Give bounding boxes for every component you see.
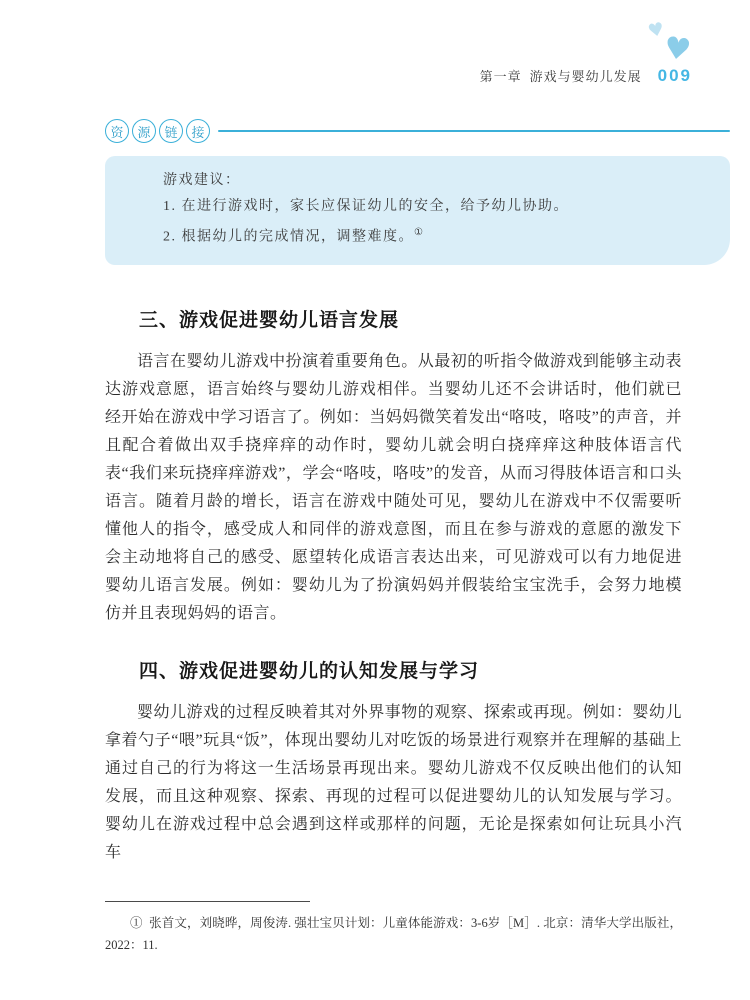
footnote-reference-mark: ① — [414, 227, 425, 238]
page-content — [105, 118, 730, 956]
resource-char-circle: 链 — [159, 119, 183, 143]
section-body-language: 语言在婴幼儿游戏中扮演着重要角色。从最初的听指令做游戏到能够主动表达游戏意愿，语言始终与婴幼儿游戏相伴。当婴幼儿还不会讲话时，他们就已经开始在游戏中学习语言了。例如：当妈妈微笑着发出“咯吱，咯吱”的声音，并且配合着做出双手挠痒痒的动作时，婴幼儿就会明白挠痒痒这种肢体语言代表“我们来玩挠痒痒游戏”，学会“咯吱，咯吱”的发音，从而习得肢体语言和口头语言。随着月龄的增长，语言在游戏中随处可见，婴幼儿在游戏中不仅需要听懂他人的指令，感受成人和同伴的游戏意图，而且在参与游戏的意愿的激发下会主动地将自己的感受、愿望转化成语言表达出来，可见游戏可以有力地促进婴幼儿语言发展。例如：婴幼儿为了扮演妈妈并假装给宝宝洗手，会努力地模仿并且表现妈妈的语言。 — [105, 352, 682, 622]
chapter-label: 第一章 — [479, 69, 522, 84]
heart-icon: ♥ — [645, 18, 667, 43]
tip-box-title: 游戏建议： — [163, 173, 241, 188]
resource-char-circle: 资 — [105, 119, 129, 143]
running-header — [480, 66, 692, 86]
heart-icon: ♥ — [661, 30, 694, 69]
footnote-divider — [105, 901, 310, 902]
section-heading-cognition: 四、游戏促进婴幼儿的认知发展与学习 — [139, 660, 480, 682]
tip-box-item: 1. 在进行游戏时，家长应保证幼儿的安全，给予幼儿协助。 — [163, 199, 569, 214]
resource-char-circle: 源 — [132, 119, 156, 143]
section-body-cognition: 婴幼儿游戏的过程反映着其对外界事物的观察、探索或再现。例如：婴幼儿拿着勺子“喂”玩具“饭”，体现出婴幼儿对吃饭的场景进行观察并在理解的基础上通过自己的行为将这一生活场景再现出来。婴幼儿游戏不仅反映出他们的认知发展，而且这种观察、探索、再现的过程可以促进婴幼儿的认知发展与学习。婴幼儿在游戏过程中总会遇到这样或那样的问题，无论是探索如何让玩具小汽车 — [105, 703, 682, 861]
tip-box-item-text: 2. 根据幼儿的完成情况，调整难度。 — [163, 229, 414, 245]
page-number: 009 — [657, 66, 692, 85]
game-suggestion-box — [105, 156, 730, 265]
chapter-title: 游戏与婴幼儿发展 — [529, 69, 642, 84]
footnote-text: 张首文，刘晓晔，周俊涛. 强壮宝贝计划：儿童体能游戏：3-6岁［M］. 北京：清华大学出版社，2022：11. — [105, 915, 682, 952]
resource-link-badge — [105, 118, 730, 144]
tip-box-item — [163, 220, 710, 251]
footnote — [105, 912, 682, 956]
footnote-mark: ① — [130, 915, 143, 930]
hearts-decoration — [646, 20, 698, 68]
resource-char-circle: 接 — [186, 119, 210, 143]
resource-divider-line — [218, 130, 730, 132]
section-heading-language: 三、游戏促进婴幼儿语言发展 — [139, 309, 400, 331]
